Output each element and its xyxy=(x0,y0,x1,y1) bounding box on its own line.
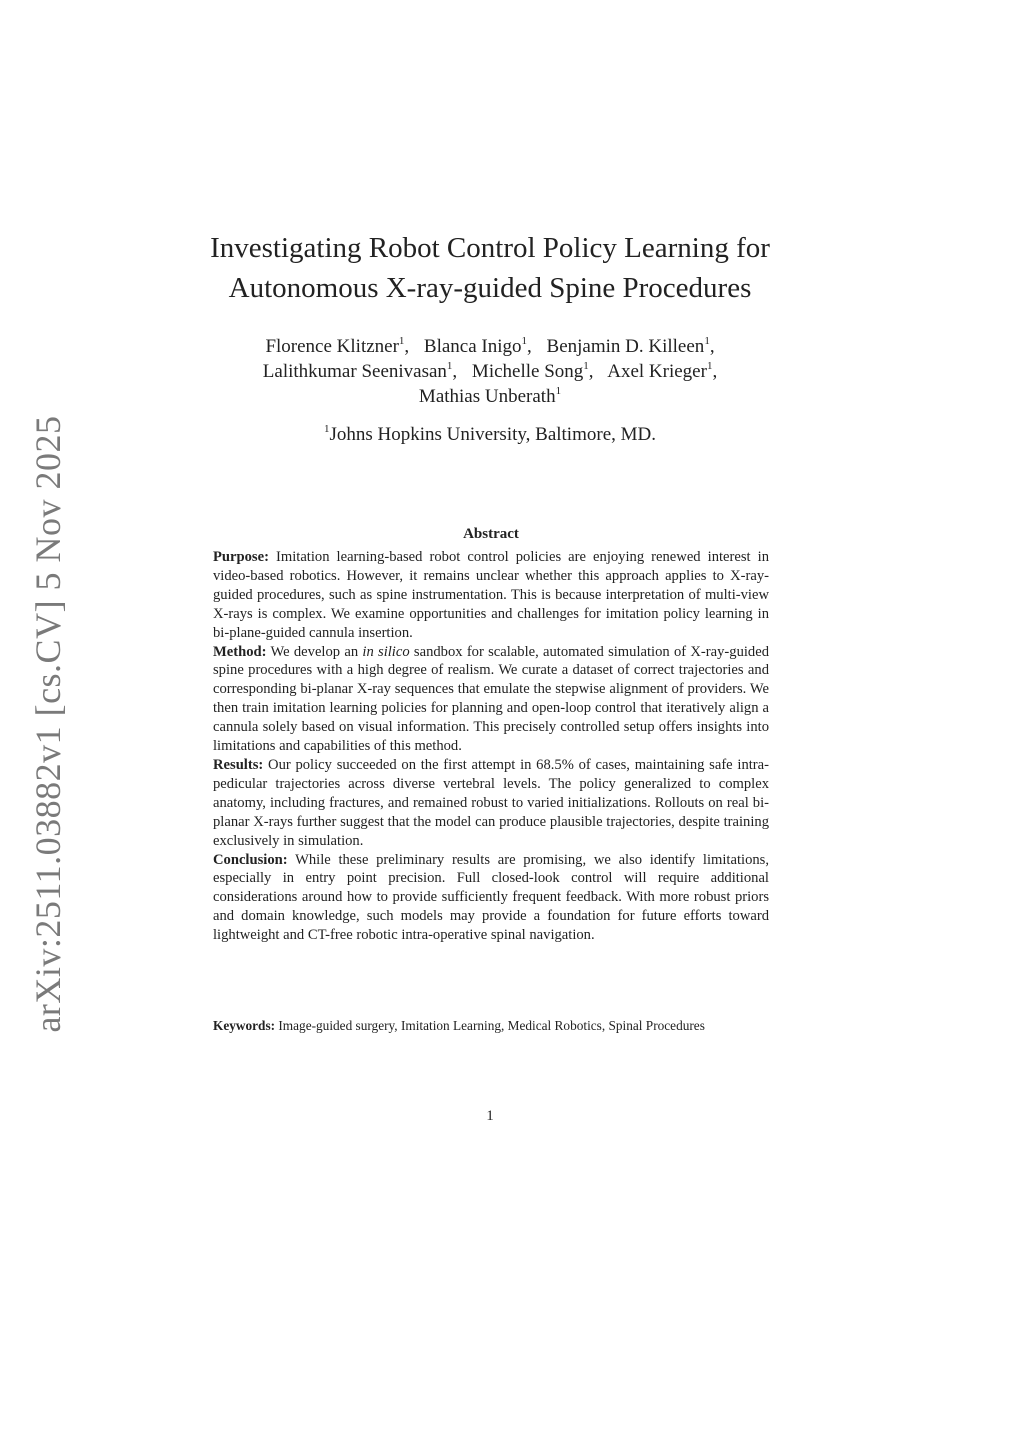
author-name: Lalithkumar Seenivasan xyxy=(262,361,447,382)
keywords-label: Keywords: xyxy=(213,1018,276,1033)
author-line-1 xyxy=(190,334,790,359)
author-name: Florence Klitzner xyxy=(265,336,399,357)
purpose-label: Purpose: xyxy=(213,549,269,565)
affiliation xyxy=(190,423,790,447)
page-number: 1 xyxy=(486,1108,494,1124)
author-name: Blanca Inigo xyxy=(423,336,522,357)
abstract-body xyxy=(213,548,769,945)
author-separator: , xyxy=(588,361,594,382)
results-label: Results: xyxy=(213,756,264,773)
conclusion-text: While these preliminary results are promising, we also identify limitations, especially in entry point precision. Full closed-look control will require additional considerations around how to provide sufficiently frequent feedback. With more robust priors and domain knowledge, such models may provide a foundation for future efforts toward lightweight and CT-free robotic intra-operative spinal navigation. xyxy=(213,851,769,944)
conclusion-label: Conclusion: xyxy=(213,851,288,868)
author-name: Benjamin D. Killeen xyxy=(546,336,705,357)
method-text-before: We develop an xyxy=(266,643,363,660)
author-affiliation-mark: 1 xyxy=(704,334,710,347)
purpose-text: Imitation learning-based robot control policies are enjoying renewed interest in video-based robotics. However, it remains unclear whether this approach applies to X-ray-guided procedures, such as spine instrumentation. This is because interpretation of multi-view X-rays is complex. We examine opportunities and challenges for imitation policy learning in bi-plane-guided cannula insertion. xyxy=(213,549,769,641)
paper-title xyxy=(190,228,790,308)
author-affiliation-mark: 1 xyxy=(446,359,453,372)
method-text-after: sandbox for scalable, automated simulation of X-ray-guided spine procedures with a high degree of realism. We curate a dataset of correct trajectories and corresponding bi-planar X-ray sequences that emulate the stepwise alignment of providers. We then train imitation learning policies for planning and open-loop control that iteratively align a cannula solely based on visual information. This precisely controlled setup offers insights into limitations and capabilities of this method. xyxy=(213,643,769,755)
author-line-2 xyxy=(190,359,790,384)
author-name: Michelle Song xyxy=(471,361,584,382)
title-line-2: Autonomous X-ray-guided Spine Procedures xyxy=(228,272,752,304)
abstract-results xyxy=(213,756,769,851)
abstract-purpose xyxy=(213,548,769,643)
method-label: Method: xyxy=(213,643,267,660)
author-separator: , xyxy=(712,361,718,382)
author-name: Mathias Unberath xyxy=(418,386,556,407)
results-text: Our policy succeeded on the first attempt in 68.5% of cases, maintaining safe intra-pedicular trajectories across diverse vertebral levels. The policy generalized to complex anatomy, including fractures, and remained robust to varied initializations. Rollouts on real bi-planar X-rays further suggest that the model can produce plausible trajectories, despite training exclusively in simulation. xyxy=(213,756,769,849)
author-list xyxy=(190,334,790,409)
affiliation-text: Johns Hopkins University, Baltimore, MD. xyxy=(329,424,656,445)
title-line-1: Investigating Robot Control Policy Learning for xyxy=(210,232,770,264)
author-affiliation-mark: 1 xyxy=(555,384,562,397)
author-separator: , xyxy=(452,361,458,382)
author-affiliation-mark: 1 xyxy=(398,334,405,347)
author-affiliation-mark: 1 xyxy=(706,359,713,372)
author-line-3 xyxy=(190,384,790,409)
abstract-method xyxy=(213,643,769,756)
keywords xyxy=(213,1017,769,1035)
method-italic-term: in silico xyxy=(362,643,410,660)
author-separator: , xyxy=(527,336,532,357)
author-affiliation-mark: 1 xyxy=(521,334,528,347)
author-name: Axel Krieger xyxy=(607,361,707,382)
author-separator: , xyxy=(404,336,410,357)
affiliation-mark: 1 xyxy=(323,422,330,435)
abstract-conclusion xyxy=(213,851,769,946)
keywords-text: Image-guided surgery, Imitation Learning, Medical Robotics, Spinal Procedures xyxy=(275,1018,705,1033)
author-separator: , xyxy=(709,336,715,357)
arxiv-identifier-stamp: arXiv:2511.03882v1 [cs.CV] 5 Nov 2025 xyxy=(28,415,68,1033)
abstract-heading: Abstract xyxy=(463,526,519,542)
author-affiliation-mark: 1 xyxy=(583,359,589,372)
